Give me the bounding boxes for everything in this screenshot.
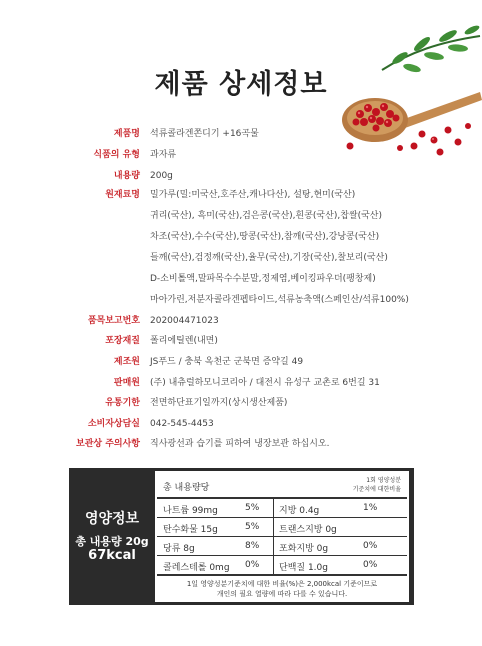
nutrient-sodium: 나트륨 99mg — [163, 506, 218, 516]
nutrient-protein: 단백질 1.0g — [279, 563, 328, 573]
nutrition-footnote-2: 개인의 필요 열량에 따라 다를 수 있습니다. — [216, 590, 348, 598]
table-rule — [157, 536, 407, 537]
spec-value: 폴리에틸렌(내면) — [150, 336, 218, 346]
nutrition-total: 총 내용량 20g — [75, 535, 149, 548]
nutrient-fat-pct: 1% — [363, 503, 378, 513]
spec-value: 직사광선과 습기를 피하여 냉장보관 하십시오. — [150, 439, 330, 449]
spec-value: 전면하단표기일까지(상시생산제품) — [150, 398, 288, 408]
nutrient-carbs: 탄수화물 15g — [163, 525, 218, 535]
leaf-icon — [382, 24, 481, 74]
spec-value: 200g — [150, 171, 173, 181]
spec-value: JS푸드 / 충북 옥천군 군북면 증약길 49 — [150, 357, 304, 367]
pomegranate-spoon-icon — [330, 22, 482, 162]
spec-label: 내용량 — [113, 171, 140, 181]
table-rule — [157, 574, 407, 576]
nutrient-sat-fat: 포화지방 0g — [279, 544, 329, 554]
spec-label: 보관상 주의사항 — [76, 439, 140, 449]
nutrition-title: 영양정보 — [84, 511, 140, 527]
nutrient-sat-fat-pct: 0% — [363, 541, 378, 551]
nutrient-sugar-pct: 8% — [245, 541, 260, 551]
nutrition-footnote: 1일 영양성분기준치에 대한 비율(%)은 2,000kcal 기준이므로 — [186, 580, 378, 588]
nutrition-header-left: 총 내용량당 — [163, 483, 210, 493]
table-rule — [157, 555, 407, 556]
nutrient-fat: 지방 0.4g — [279, 506, 320, 516]
nutrition-header-right-2: 기준치에 대한비율 — [352, 486, 401, 493]
spec-value: 마아가린,저분자콜라겐펩타이드,석류농축액(스페인산/석류100%) — [150, 295, 409, 305]
spec-label: 판매원 — [113, 378, 140, 388]
spec-label: 포장재질 — [105, 336, 140, 346]
nutrition-kcal: 67kcal — [88, 548, 136, 563]
nutrition-table — [155, 471, 409, 602]
spec-value: (주) 내츄럴하모니코리아 / 대전시 유성구 교촌로 6번길 31 — [150, 378, 380, 388]
nutrient-sugar: 당류 8g — [163, 544, 195, 554]
page-title: 제품 상세정보 — [154, 69, 328, 100]
spec-value: 석류콜라겐쫀디기 +16곡물 — [150, 129, 259, 139]
spec-label: 품목보고번호 — [87, 316, 140, 326]
spec-label: 제조원 — [113, 357, 140, 367]
spec-value: 귀리(국산), 흑미(국산),검은콩(국산),흰콩(국산),찹쌀(국산) — [150, 211, 382, 221]
table-divider — [273, 498, 274, 574]
nutrient-carbs-pct: 5% — [245, 522, 260, 532]
table-rule — [157, 517, 407, 518]
nutrient-sodium-pct: 5% — [245, 503, 260, 513]
spec-label: 식품의 유형 — [93, 150, 140, 160]
spec-value: 과자류 — [150, 150, 177, 160]
nutrient-trans-fat: 트랜스지방 0g — [279, 525, 337, 535]
spec-label: 소비자상담실 — [87, 419, 140, 429]
nutrition-summary — [69, 468, 155, 605]
spec-value: 차조(국산),수수(국산),땅콩(국산),참깨(국산),강낭콩(국산) — [150, 232, 380, 242]
spec-value: 들깨(국산),검정깨(국산),율무(국산),기장(국산),찰보리(국산) — [150, 253, 388, 263]
spec-value: 밀가루(밀:미국산,호주산,캐나다산), 설탕,현미(국산) — [150, 190, 356, 200]
nutrient-cholesterol-pct: 0% — [245, 560, 260, 570]
spec-label: 제품명 — [113, 129, 140, 139]
spec-label: 원재료명 — [105, 190, 140, 200]
spec-value: D-소비톨액,말파목수수분말,정제염,베이킹파우더(팽창제) — [150, 274, 376, 284]
table-rule — [157, 497, 407, 499]
spec-value: 202004471023 — [150, 316, 219, 326]
nutrition-header-right: 1회 영양성분 — [366, 477, 401, 484]
nutrient-cholesterol: 콜레스테롤 0mg — [163, 563, 230, 573]
nutrient-protein-pct: 0% — [363, 560, 378, 570]
spec-value: 042-545-4453 — [150, 419, 214, 429]
spec-label: 유통기한 — [105, 398, 140, 408]
nutrition-panel — [69, 468, 414, 605]
